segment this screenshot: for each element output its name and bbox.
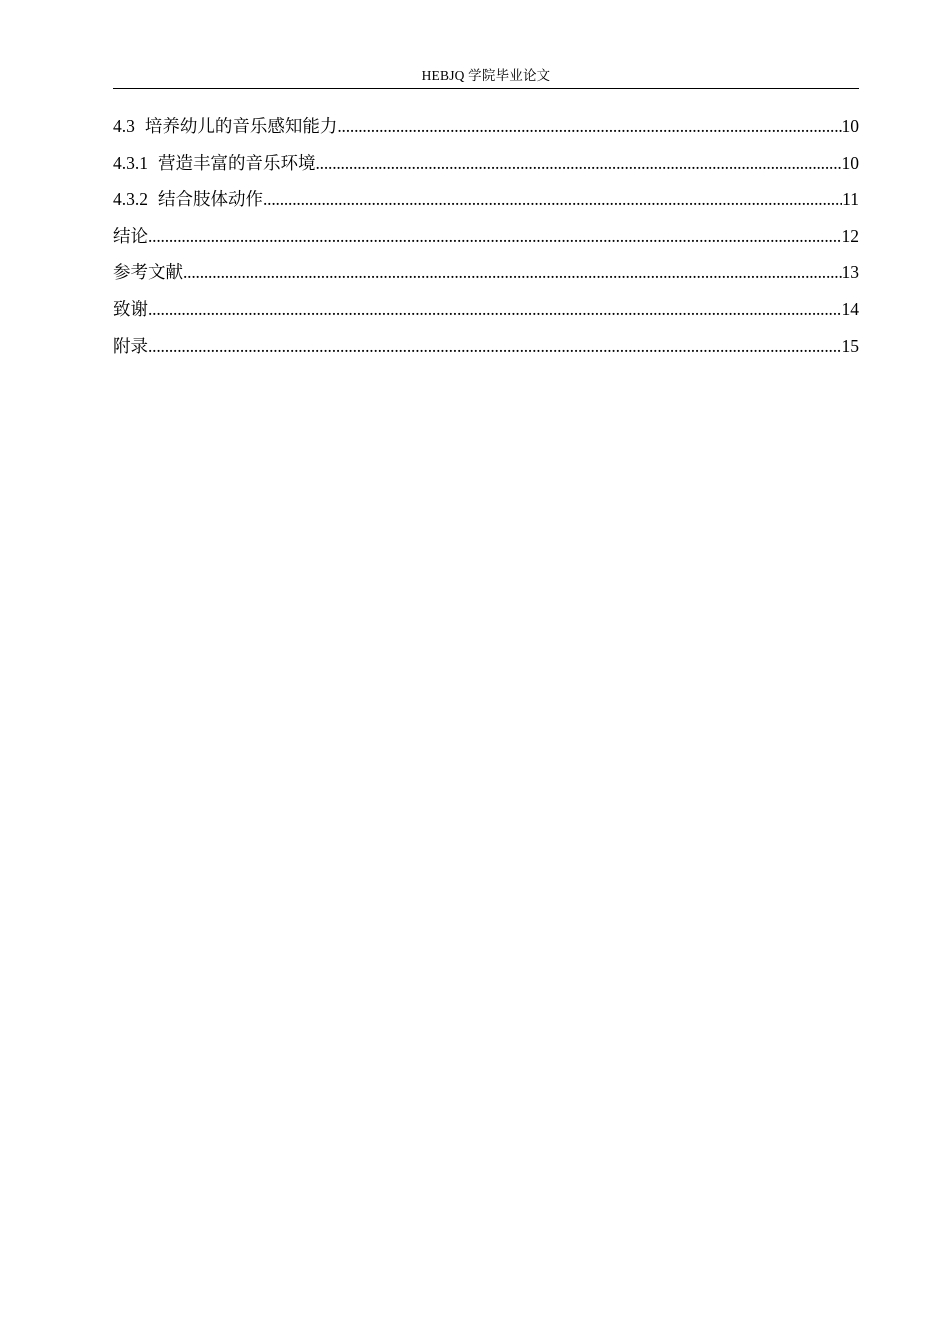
toc-entry-title: 结论 [113, 225, 148, 246]
header-title: HEBJQ 学院毕业论文 [421, 68, 551, 83]
toc-leader-dots [337, 115, 841, 137]
toc-entry[interactable] [113, 152, 859, 189]
toc-entry[interactable] [113, 188, 859, 225]
toc-entry-title: 参考文献 [113, 262, 183, 283]
toc-entry[interactable] [113, 261, 859, 298]
toc-entry-title: 附录 [113, 335, 148, 356]
table-of-contents [113, 115, 859, 371]
toc-leader-dots [183, 261, 842, 283]
toc-entry[interactable] [113, 335, 859, 372]
toc-entry-page: 12 [841, 225, 859, 246]
toc-entry-title: 营造丰富的音乐环境 [158, 152, 316, 173]
toc-leader-dots [263, 188, 842, 210]
toc-entry[interactable] [113, 298, 859, 335]
toc-entry-page: 14 [841, 298, 859, 319]
toc-entry-number: 4.3.2 [113, 189, 148, 210]
toc-entry[interactable] [113, 115, 859, 152]
toc-entry-title: 结合肢体动作 [158, 189, 263, 210]
page-header [113, 66, 859, 89]
toc-entry-title: 致谢 [113, 298, 148, 319]
toc-entry[interactable] [113, 225, 859, 262]
toc-entry-page: 13 [841, 262, 859, 283]
toc-entry-page: 15 [841, 335, 859, 356]
toc-entry-page: 10 [841, 116, 859, 136]
toc-entry-page: 11 [842, 189, 859, 210]
toc-entry-number: 4.3 [113, 116, 135, 136]
toc-entry-number: 4.3.1 [113, 152, 148, 173]
toc-leader-dots [148, 225, 842, 247]
toc-entry-title: 培养幼儿的音乐感知能力 [144, 116, 338, 136]
toc-entry-page: 10 [841, 152, 859, 173]
toc-leader-dots [148, 298, 842, 320]
toc-leader-dots [316, 152, 842, 174]
toc-leader-dots [148, 335, 842, 357]
